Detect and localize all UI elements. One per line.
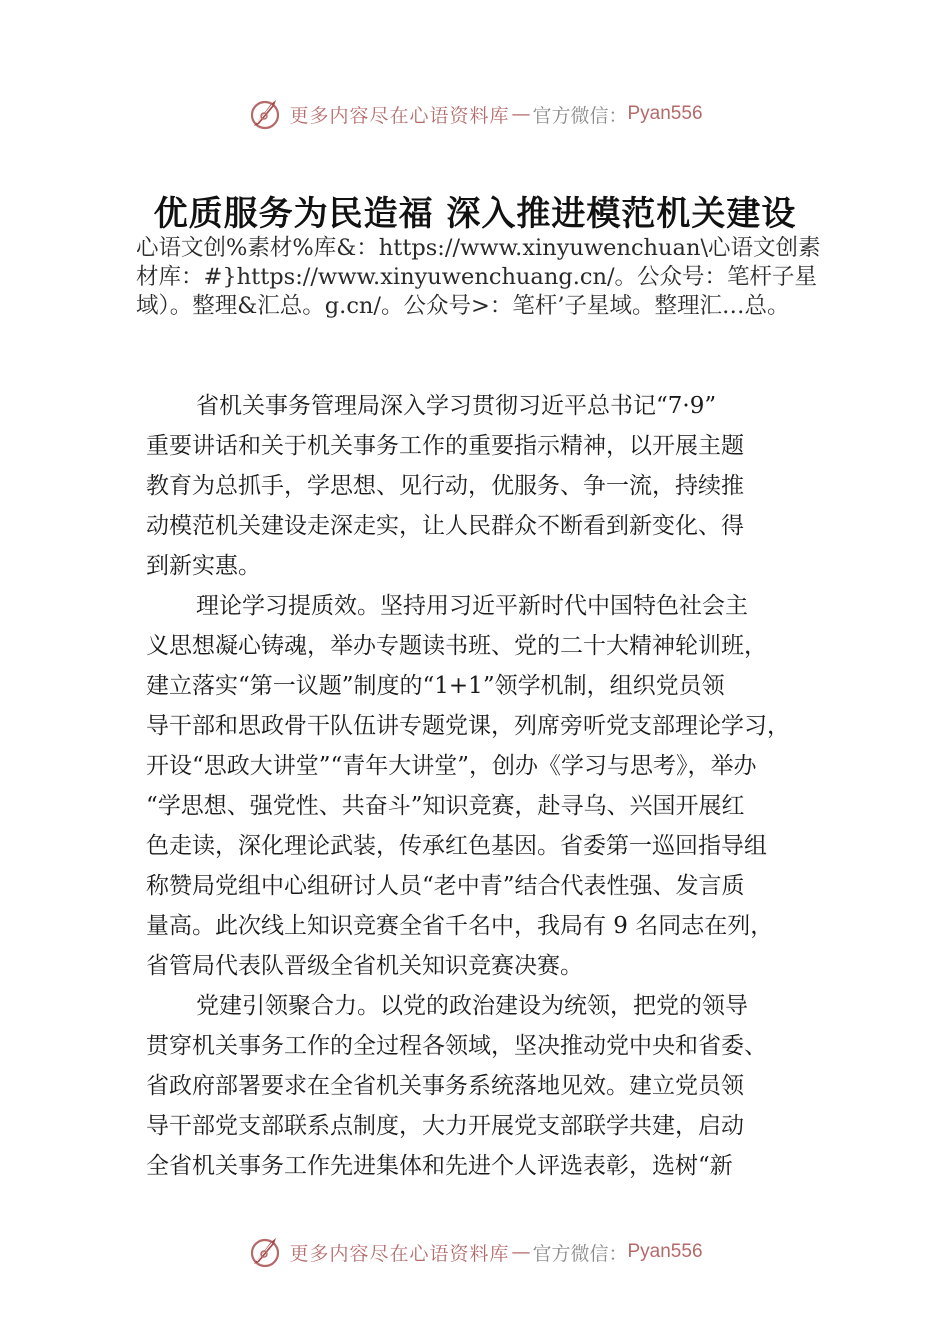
body-line: 教育为总抓手，学思想、见行动，优服务、争一流，持续推 — [146, 473, 744, 499]
banner-separator: — — [511, 103, 531, 125]
body-line: 色走读，深化理论武装，传承红色基因。省委第一巡回指导组 — [146, 833, 767, 859]
body-line: 量高。此次线上知识竞赛全省千名中，我局有 9 名同志在列， — [146, 913, 774, 939]
body-line: “学思想、强党性、共奋斗”知识竞赛，赴寻乌、兴国开展红 — [146, 793, 745, 819]
body-line: 导干部和思政骨干队伍讲专题党课，列席旁听党支部理论学习， — [146, 713, 790, 739]
body-line: 省管局代表队晋级全省机关知识竞赛决赛。 — [146, 953, 583, 979]
banner-text: 更多内容尽在心语资料库 — [289, 1242, 510, 1265]
body-line: 理论学习提质效。坚持用习近平新时代中国特色社会主 — [196, 593, 748, 619]
banner-wechat-label: 官方微信： — [532, 1242, 628, 1265]
quill-pen-circle-icon — [247, 96, 283, 132]
body-line: 开设“思政大讲堂”“青年大讲堂”，创办《学习与思考》，举办 — [146, 753, 757, 779]
banner-separator: — — [511, 1241, 531, 1263]
footer-banner — [0, 1232, 950, 1272]
body-line: 省政府部署要求在全省机关事务系统落地见效。建立党员领 — [146, 1073, 744, 1099]
body-line: 重要讲话和关于机关事务工作的重要指示精神，以开展主题 — [146, 433, 744, 459]
body-line: 动模范机关建设走深走实，让人民群众不断看到新变化、得 — [146, 513, 744, 539]
banner-wechat-label: 官方微信： — [532, 104, 628, 127]
quill-pen-circle-icon — [247, 1234, 283, 1270]
body-line: 省机关事务管理局深入学习贯彻习近平总书记“7·9” — [196, 393, 717, 419]
body-line: 贯穿机关事务工作的全过程各领域，坚决推动党中央和省委、 — [146, 1033, 767, 1059]
body-line: 导干部党支部联系点制度，大力开展党支部联学共建，启动 — [146, 1113, 744, 1139]
body-line: 到新实惠。 — [146, 553, 261, 579]
body-line: 称赞局党组中心组研讨人员“老中青”结合代表性强、发言质 — [146, 873, 745, 899]
banner-text: 更多内容尽在心语资料库 — [289, 104, 510, 127]
banner-account: Pyan556 — [627, 1241, 703, 1262]
document-title: 优质服务为民造福 深入推进模范机关建设 — [153, 194, 797, 234]
header-banner — [0, 94, 950, 134]
banner-account: Pyan556 — [627, 103, 703, 124]
body-line: 义思想凝心铸魂，举办专题读书班、党的二十大精神轮训班， — [146, 633, 767, 659]
body-line: 全省机关事务工作先进集体和先进个人评选表彰，选树“新 — [146, 1153, 733, 1179]
body-line: 建立落实“第一议题”制度的“1+1”领学机制，组织党员领 — [146, 673, 725, 699]
document-body — [146, 386, 836, 1186]
body-line: 党建引领聚合力。以党的政治建设为统领，把党的领导 — [196, 993, 748, 1019]
source-notice: 心语文创%素材%库&：https://www.xinyuwenchuan\心语文创素材库：#}https://www.xinyuwenchuang.cn/。公众号：笔杆子星域）。整理&汇总。g.cn/。公众号>：笔杆’子星域。整理汇…总。 — [136, 235, 821, 319]
